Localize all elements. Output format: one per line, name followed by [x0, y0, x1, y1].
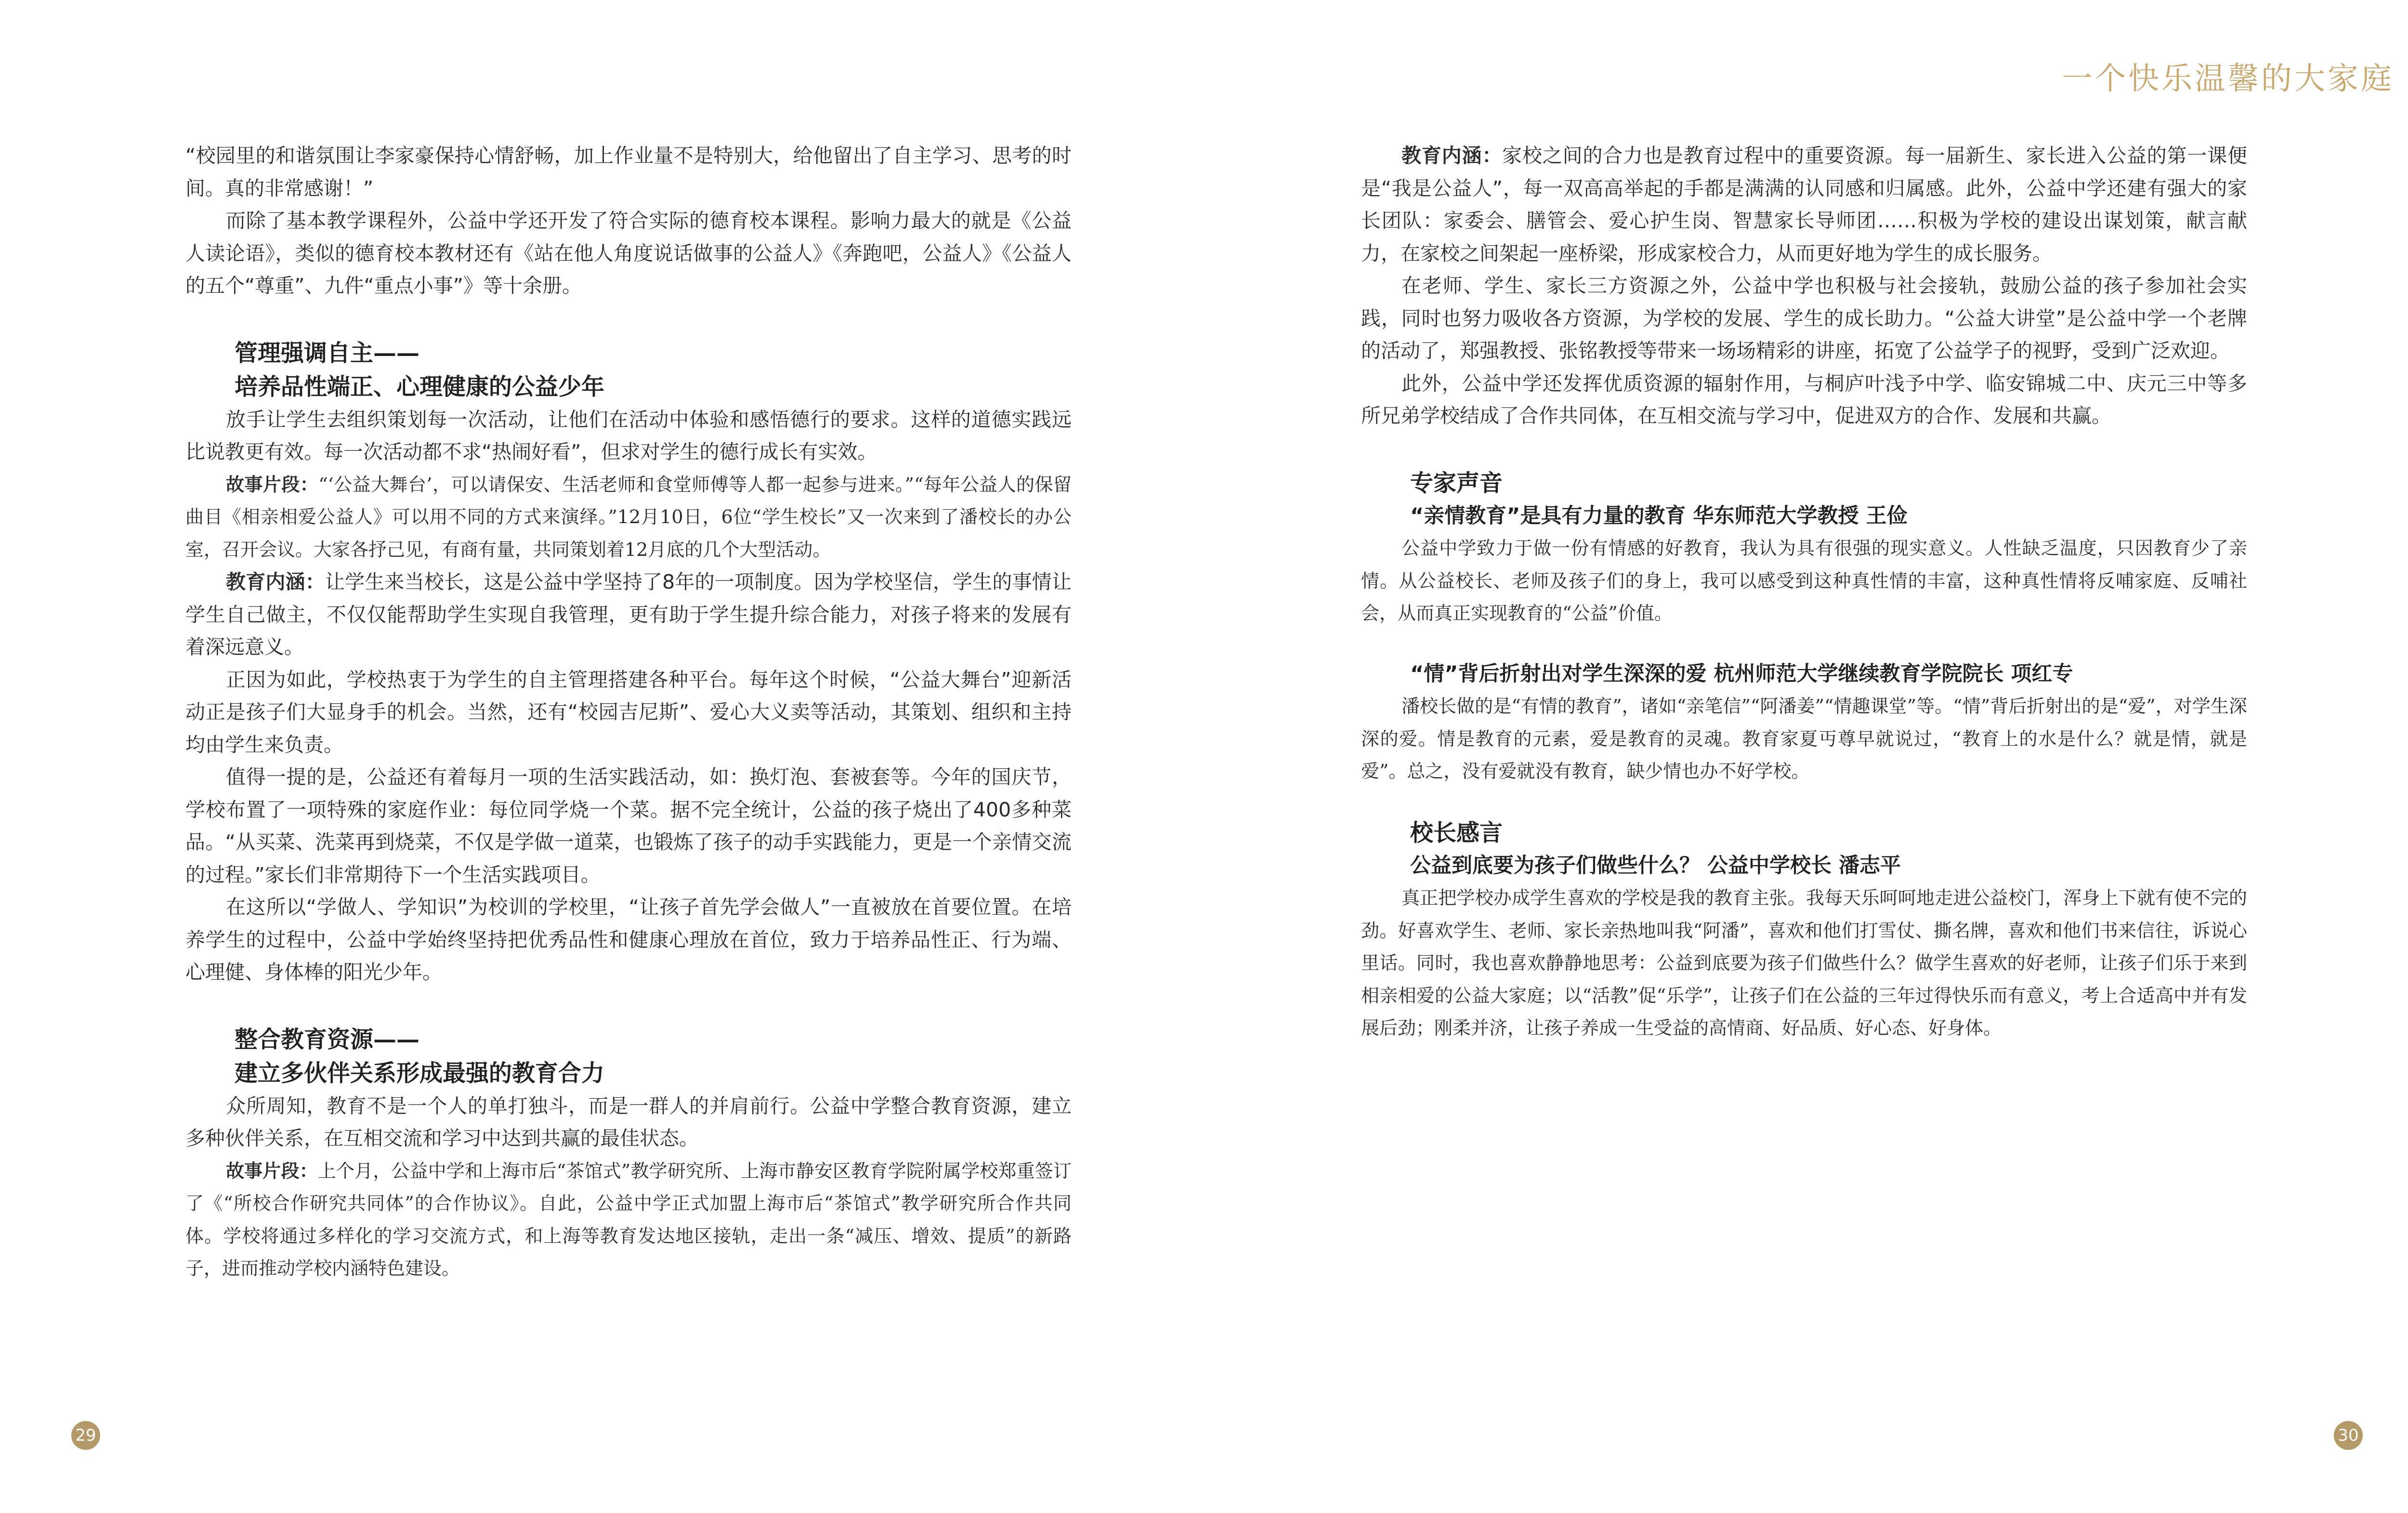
experts-title: 专家声音: [1410, 469, 1503, 497]
story-label: 故事片段：: [226, 474, 319, 495]
section-title-autonomy: 管理强调自主——: [235, 339, 420, 367]
expert-quote-2-title: “情”背后折射出对学生深深的爱 杭州师范大学继续教育学院院长 项红专: [1410, 661, 2073, 686]
story-fragment-1: [185, 469, 1072, 566]
practice-paragraph: 值得一提的是，公益还有着每月一项的生活实践活动，如：换灯泡、套被套等。今年的国庆节，学校布置了一项特殊的家庭作业：每位同学烧一个菜。据不完全统计，公益的孩子烧出了400多种菜品。“从买菜、洗菜再到烧菜，不仅是学做一道菜，也锻炼了孩子的动手实践能力，更是一个亲情交流的过程。”家长们非常期待下一个生活实践项目。: [185, 765, 1072, 886]
connotation-label: 教育内涵：: [226, 570, 325, 593]
principal-title: 校长感言: [1410, 819, 1503, 846]
right-page: [1212, 0, 2408, 1513]
connotation-paragraph-1: [185, 566, 1072, 664]
left-text-column: [185, 140, 1072, 1285]
running-title: 一个快乐温馨的大家庭: [2062, 61, 2394, 97]
principal-subtitle: 公益到底要为孩子们做些什么？ 公益中学校长 潘志平: [1410, 853, 1901, 878]
quote-paragraph: “校园里的和谐氛围让李家豪保持心情舒畅，加上作业量不是特别大，给他留出了自主学习、思考的时间。真的非常感谢！”: [185, 144, 1072, 200]
story-fragment-2: [185, 1155, 1072, 1285]
section-subtitle-resources: 建立多伙伴关系形成最强的教育合力: [235, 1059, 605, 1087]
principal-text: 真正把学校办成学生喜欢的学校是我的教育主张。我每天乐呵呵地走进公益校门，浑身上下就有使不完的劲。好喜欢学生、老师、家长亲热地叫我“阿潘”，喜欢和他们打雪仗、撕名牌，喜欢和他们书来信往，诉说心里话。同时，我也喜欢静静地思考：公益到底要为孩子们做些什么？做学生喜欢的好老师，让孩子们乐于来到相亲相爱的公益大家庭；以“活教”促“乐学”，让孩子们在公益的三年过得快乐而有意义，考上合适高中并有发展后劲；刚柔并济，让孩子养成一生受益的高情商、好品质、好心态、好身体。: [1361, 887, 2247, 1039]
expert-quote-1-text: 公益中学致力于做一份有情感的好教育，我认为具有很强的现实意义。人性缺乏温度，只因教育少了亲情。从公益校长、老师及孩子们的身上，我可以感受到这种真性情的丰富，这种真性情将反哺家庭、反哺社会，从而真正实现教育的“公益”价值。: [1361, 538, 2247, 624]
story-text: “‘公益大舞台’，可以请保安、生活老师和食堂师傅等人都一起参与进来。”“每年公益人的保留曲目《相亲相爱公益人》可以用不同的方式来演绎。”12月10日，6位“学生校长”又一次来到了潘校长的办公室，召开会议。大家各抒己见，有商有量，共同策划着12月底的几个大型活动。: [185, 474, 1072, 560]
connotation-text: 家校之间的合力也是教育过程中的重要资源。每一届新生、家长进入公益的第一课便是“我是公益人”，每一双高高举起的手都是满满的认同感和归属感。此外，公益中学还建有强大的家长团队：家委会、膳管会、爱心护生岗、智慧家长导师团……积极为学校的建设出谋划策，献言献力，在家校之间架起一座桥梁，形成家校合力，从而更好地为学生的成长服务。: [1361, 144, 2248, 265]
story-text: 上个月，公益中学和上海市后“茶馆式”教学研究所、上海市静安区教育学院附属学校郑重签订了《“所校合作研究共同体”的合作协议》。自此，公益中学正式加盟上海市后“茶馆式”教学研究所合作共同体。学校将通过多样化的学习交流方式，和上海等教育发达地区接轨，走出一条“减压、增效、提质”的新路子，进而推动学校内涵特色建设。: [185, 1160, 1072, 1279]
platform-paragraph: 正因为如此，学校热衷于为学生的自主管理搭建各种平台。每年这个时候，“公益大舞台”迎新活动正是孩子们大显身手的机会。当然，还有“校园吉尼斯”、爱心大义卖等活动，其策划、组织和主持均由学生来负责。: [185, 668, 1072, 756]
page-number-left: 29: [71, 1421, 100, 1450]
expert-quote-1-title: “亲情教育”是具有力量的教育 华东师范大学教授 王俭: [1410, 503, 1908, 528]
activity-paragraph: 放手让学生去组织策划每一次活动，让他们在活动中体验和感悟德行的要求。这样的道德实践远比说教更有效。每一次活动都不求“热闹好看”，但求对学生的德行成长有实效。: [185, 408, 1072, 463]
section-subtitle-autonomy: 培养品性端正、心理健康的公益少年: [235, 373, 605, 400]
section-title-resources: 整合教育资源——: [235, 1026, 420, 1053]
expert-quote-2-text: 潘校长做的是“有情的教育”，诸如“亲笔信”“阿潘姜”“情趣课堂”等。“情”背后折射出的是“爱”，对学生深深的爱。情是教育的元素，爱是教育的灵魂。教育家夏丏尊早就说过，“教育上的水是什么？就是情，就是爱”。总之，没有爱就没有教育，缺少情也办不好学校。: [1361, 696, 2247, 782]
right-text-column: [1361, 140, 2247, 1045]
page-number-right: 30: [2334, 1421, 2363, 1450]
motto-paragraph: 在这所以“学做人、学知识”为校训的学校里，“让孩子首先学会做人”一直被放在首要位置。在培养学生的过程中，公益中学始终坚持把优秀品性和健康心理放在首位，致力于培养品性正、行为端、心理健、身体棒的阳光少年。: [185, 895, 1072, 984]
radiation-paragraph: 此外，公益中学还发挥优质资源的辐射作用，与桐庐叶浅予中学、临安锦城二中、庆元三中等多所兄弟学校结成了合作共同体，在互相交流与学习中，促进双方的合作、发展和共赢。: [1361, 371, 2247, 427]
connotation-text: 让学生来当校长，这是公益中学坚持了8年的一项制度。因为学校坚信，学生的事情让学生自己做主，不仅仅能帮助学生实现自我管理，更有助于学生提升综合能力，对孩子将来的发展有着深远意义。: [185, 570, 1072, 658]
society-paragraph: 在老师、学生、家长三方资源之外，公益中学也积极与社会接轨，鼓励公益的孩子参加社会实践，同时也努力吸收各方资源，为学校的发展、学生的成长助力。“公益大讲堂”是公益中学一个老牌的活动了，郑强教授、张铭教授等带来一场场精彩的讲座，拓宽了公益学子的视野，受到广泛欢迎。: [1361, 274, 2247, 362]
connotation-paragraph-2: [1361, 140, 2247, 270]
partnership-paragraph: 众所周知，教育不是一个人的单打独斗，而是一群人的并肩前行。公益中学整合教育资源，建立多种伙伴关系，在互相交流和学习中达到共赢的最佳状态。: [185, 1094, 1072, 1150]
story-label: 故事片段：: [226, 1160, 318, 1182]
connotation-label: 教育内涵：: [1401, 144, 1503, 167]
moral-course-paragraph: 而除了基本教学课程外，公益中学还开发了符合实际的德育校本课程。影响力最大的就是《公益人读论语》，类似的德育校本教材还有《站在他人角度说话做事的公益人》《奔跑吧，公益人》《公益人的五个“尊重”、九件“重点小事”》等十余册。: [185, 209, 1072, 297]
